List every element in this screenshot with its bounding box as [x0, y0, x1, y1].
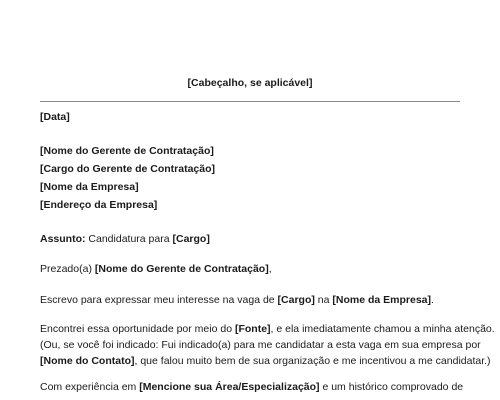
paragraph-experience	[40, 381, 463, 394]
paragraph-source-line3	[40, 355, 491, 368]
paragraph-text: , e ela imediatamente chamou a minha atenção.	[270, 323, 495, 335]
salutation-text: Prezado(a)	[40, 263, 95, 275]
header-divider	[40, 101, 460, 102]
manager-title-line: [Cargo do Gerente de Contratação]	[40, 163, 216, 175]
paragraph-text: .	[431, 294, 434, 306]
paragraph-text: Com experiência em	[40, 381, 140, 393]
paragraph-source-line1	[40, 323, 495, 336]
company-name-line: [Nome da Empresa]	[40, 181, 139, 193]
salutation-line	[40, 263, 272, 276]
salutation-punct: ,	[268, 263, 272, 275]
subject-text: Candidatura para	[85, 233, 173, 245]
date-line: [Data]	[40, 111, 70, 123]
subject-position: [Cargo]	[172, 233, 210, 245]
paragraph-text: , que falou muito bem de sua organização e me incentivou a me candidatar.)	[134, 355, 491, 367]
salutation-name: [Nome do Gerente de Contratação]	[94, 263, 269, 275]
paragraph-text: e um histórico comprovado de	[319, 381, 464, 393]
paragraph-source-line2: (Ou, se você foi indicado: Fui indicado(a) para me candidatar a esta vaga em sua empresa por	[40, 339, 481, 351]
paragraph-text: na	[314, 294, 333, 306]
manager-name-line: [Nome do Gerente de Contratação]	[40, 145, 214, 157]
company-placeholder: [Nome da Empresa]	[332, 294, 432, 306]
paragraph-text: Escrevo para expressar meu interesse na vaga de	[40, 294, 278, 306]
company-address-line: [Endereço da Empresa]	[40, 199, 158, 211]
position-placeholder: [Cargo]	[277, 294, 315, 306]
subject-line	[40, 233, 210, 246]
paragraph-text: Encontrei essa oportunidade por meio do	[40, 323, 235, 335]
letter-header: [Cabeçalho, se aplicável]	[187, 77, 313, 89]
area-placeholder: [Mencione sua Área/Especialização]	[139, 381, 320, 393]
source-placeholder: [Fonte]	[234, 323, 271, 335]
subject-label: Assunto:	[40, 233, 86, 245]
contact-placeholder: [Nome do Contato]	[40, 355, 135, 367]
paragraph-interest	[40, 294, 434, 307]
